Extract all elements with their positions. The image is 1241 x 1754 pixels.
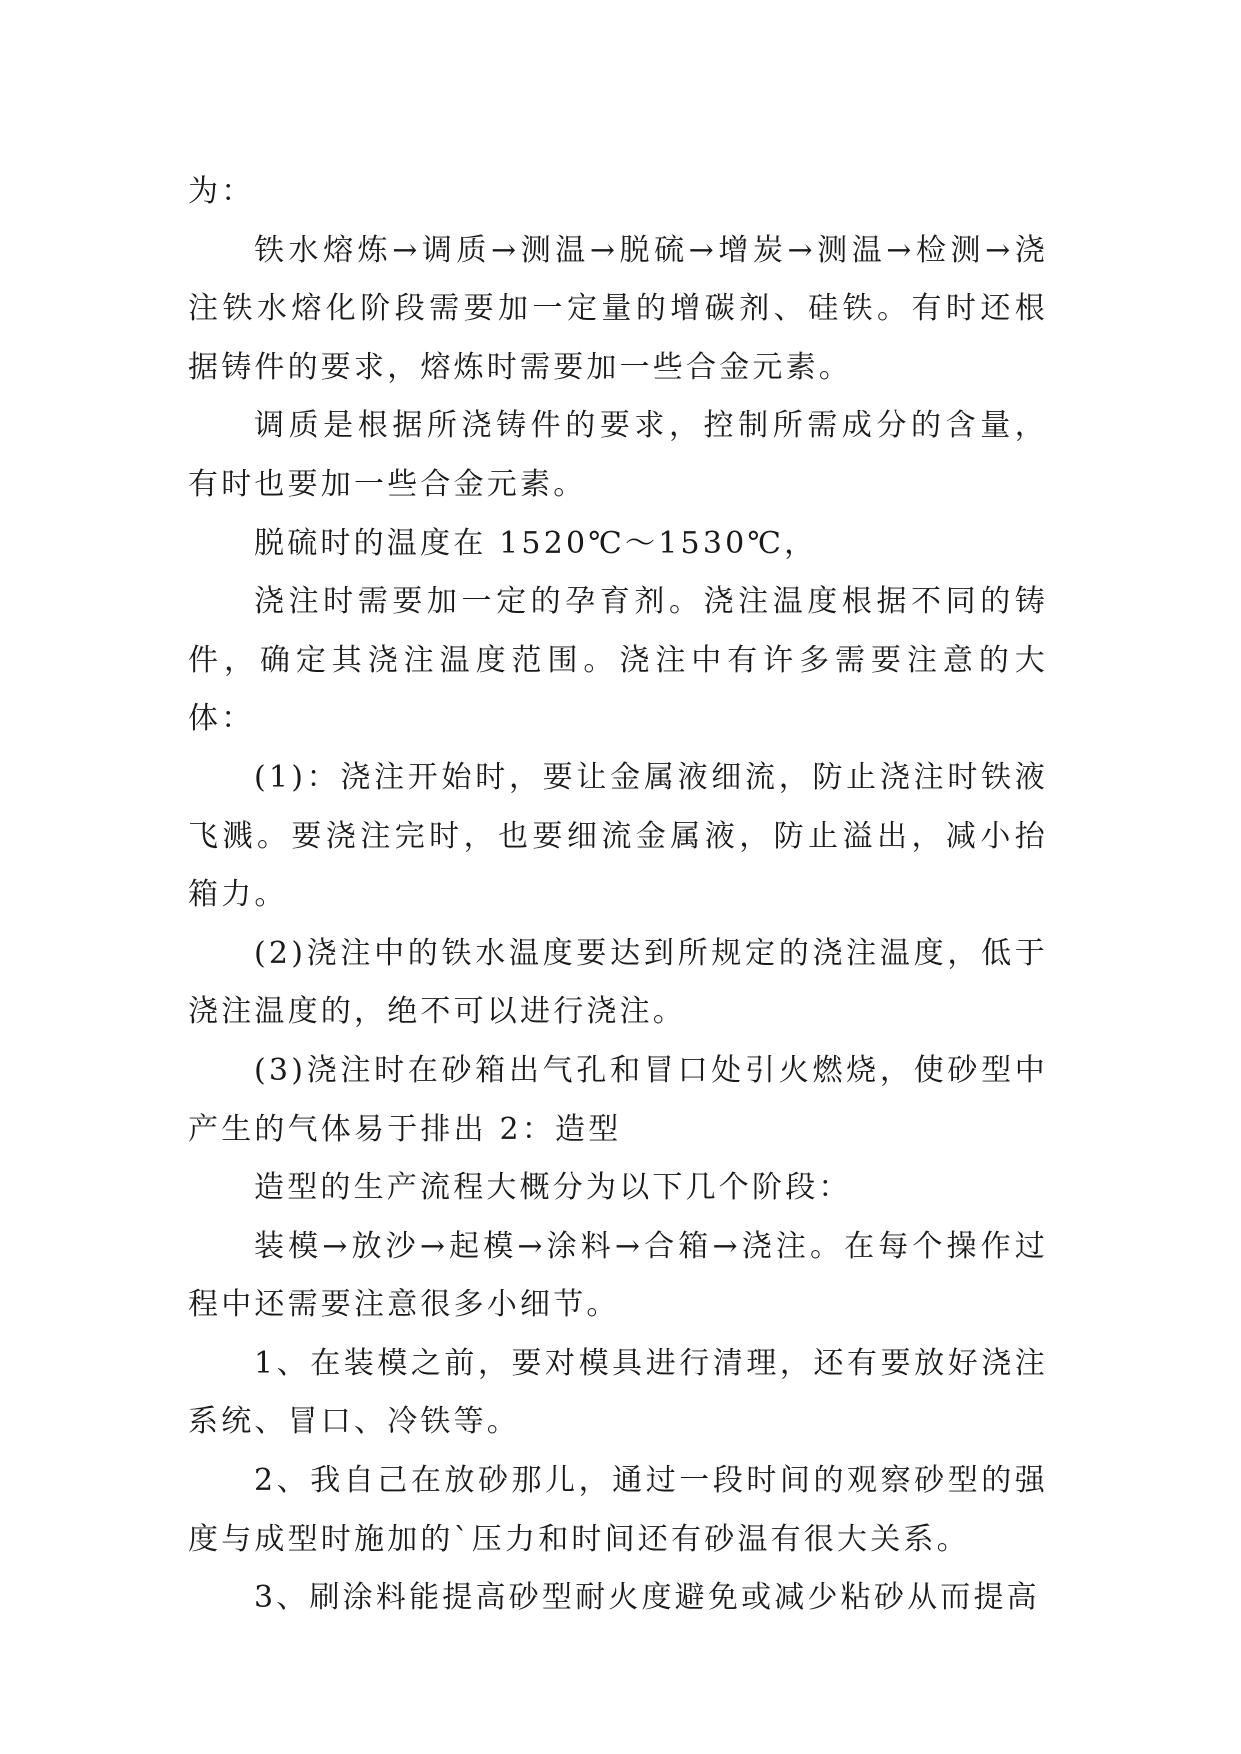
paragraph-6: (1)：浇注开始时，要让金属液细流，防止浇注时铁液飞溅。要浇注完时，也要细流金属液，防止溢出，减小抬箱力。 xyxy=(188,759,1048,913)
paragraph-11: 1、在装模之前，要对模具进行清理，还有要放好浇注系统、冒口、冷铁等。 xyxy=(188,1345,1048,1440)
paragraph-12: 2、我自己在放砂那儿，通过一段时间的观察砂型的强度与成型时施加的`压力和时间还有砂温有很大关系。 xyxy=(188,1463,1048,1557)
paragraph-3: 调质是根据所浇铸件的要求，控制所需成分的含量，有时也要加一些合金元素。 xyxy=(188,408,1048,502)
paragraph-1: 为： xyxy=(188,174,255,209)
paragraph-2: 铁水熔炼→调质→测温→脱硫→增炭→测温→检测→浇注铁水熔化阶段需要加一定量的增碳剂、硅铁。有时还根据铸件的要求，熔炼时需要加一些合金元素。 xyxy=(188,232,1048,385)
paragraph-7: (2)浇注中的铁水温度要达到所规定的浇注温度，低于浇注温度的，绝不可以进行浇注。 xyxy=(188,935,1048,1030)
paragraph-13: 3、刷涂料能提高砂型耐火度避免或减少粘砂从而提高 xyxy=(254,1580,1040,1616)
document-body xyxy=(188,163,1048,1628)
paragraph-9: 造型的生产流程大概分为以下几个阶段： xyxy=(254,1170,852,1206)
paragraph-8: (3)浇注时在砂箱出气孔和冒口处引火燃烧，使砂型中产生的气体易于排出 2：造型 xyxy=(188,1052,1048,1147)
paragraph-4: 脱硫时的温度在 1520℃～1530℃， xyxy=(254,525,818,561)
paragraph-10: 装模→放沙→起模→涂料→合箱→浇注。在每个操作过程中还需要注意很多小细节。 xyxy=(188,1228,1048,1323)
paragraph-5: 浇注时需要加一定的孕育剂。浇注温度根据不同的铸件，确定其浇注温度范围。浇注中有许多需要注意的大体： xyxy=(188,584,1048,737)
